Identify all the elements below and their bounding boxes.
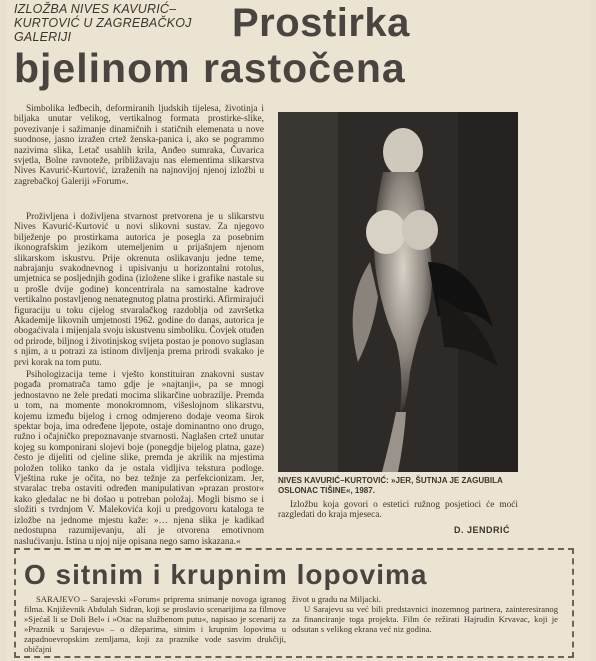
boxed-article-column-1 (24, 594, 286, 654)
article-paragraph-3 (14, 370, 264, 547)
headline-line-1: Prostirka (232, 1, 410, 45)
closing-text: Izložbu koja govori o estetici ružnog posjetioci će moći razgledati do kraja mjeseca. (278, 500, 518, 521)
photo-caption: NIVES KAVURIĆ–KURTOVIĆ: »JER, ŠUTNJA JE ZAGUBILA OSLONAC TIŠINE«, 1987. (278, 476, 503, 495)
headline-line-2: bjelinom rastočena (14, 45, 406, 91)
paragraph-text: Proživljena i doživljena stvarnost pretvorena je u slikarstvu Nives Kavurić-Kurtović u novi slikovni sustav. Za njegovo bilježenje po prostirkama autorica je posegla za posebnim ikonografskim jezikom utemeljenim u prijašnjem njenom slikarskom iskustvu. Prije okrenuta oslikavanju jedne teme, nabrajanju svakodnevnog i upisivanju u horizontalni rotolus, umjetnica se posljednjih godina (izložene slike i grafike nastale su u prošle dvije godine) koncentrirala na samostalne kadrove vertikalno postavljenog nenategnutog platna prostirki. Afirmirajući figuraciju u toku cijelog stvaralačkog razdoblja od završetka Akademije likovnih umjetnosti 1962. godine do danas, autorica je obogaćivala i mijenjala svoju iskustvenu simboliku. Čovjek otuđen od prirode, biljnog i životinjskog svijeta postao je ponovo suglasan s njim, a u potrazi za istinom divljenja prema prirodi svakako je prvi korak na tom putu. (14, 212, 264, 368)
article-author: D. JENDRIĆ (454, 525, 511, 535)
artwork-photo (278, 112, 518, 472)
paragraph-text: Simbolika leđbecih, deformiranih ljudskih tijelesa, životinja i biljaka unutar velikog, vertikalnog formata prostirke-slike, povezivanje i sažimanje dinamičnih i statičnih elemenata u nove suodnose, jasno izražen crtež ženska-panica i, ako se pogrammo nazivima slika, Letač usahlih krila, Anđeo sumraka, Čuvarica svjetla, Bolne ravnoteže, približavaju nas elementima slikarstva Nives Kavurić-Kurtović, izraženih na najnovijoj njenoj izložbi u zagrebačkoj Galeriji »Forum«. (14, 104, 264, 187)
article-kicker: IZLOŽBA NIVES KAVURIĆ–KURTOVIĆ U ZAGREBAČKOJ GALERIJI (14, 2, 192, 44)
boxed-text-continuation: život u gradu na Miljacki. (292, 594, 382, 604)
boxed-article-title: O sitnim i krupnim lopovima (24, 559, 428, 590)
article-paragraph-1 (14, 104, 264, 187)
article-closing (278, 500, 518, 521)
artwork-figure-illustration (278, 112, 518, 472)
boxed-article-column-2 (292, 594, 558, 634)
article-paragraph-2 (14, 212, 264, 368)
paragraph-text: Psihologizacija teme i vješto konstituiran znakovni sustav pogađa promatrača tamo gdje je »najtanji«, pa se mnogi jednostavno ne žele predati mocima slikarčine uobrazilje. Premda u tom, na momente monokromnom, višeslojnom slikarstvu, kojemu između bijelog i crnog odmjereno dodaje veoma širok spektar boja, ima određene ljepote, ostaje dominantno ono drugo, ružno i očajničko prepoznavanje stvarnosti. Naglašen crtež unutar kojeg su komponirani slojevi boje (ponegdje bijelog platna, gaze) često je dijeliti od cjeline slike, premda je akrilik na mjestima položen toliko tanko da je ostala vidljiva tekstura podloge. Vještina ruke je očita, no bez težnje za perfekcionizam. Jer, stvaralac treba ostaviti određen manipulativan »prazan prostor« kako gledalac ne bi došao u potreban položaj. Mogli bismo se i složiti s tvrdnjom V. Malekovića koji u predgovoru kataloga te izložbe na jednome mjestu kaže: »… njena slika je kadikad nedostupna razumijevanju, ali je otvorena emotivnom naslućivanju. Istina u njoj nije opisana nego samo iskazana.« (14, 370, 264, 547)
boxed-text: SARAJEVO – Sarajevski »Forum« priprema snimanje novoga igranog filma. Književnik Abdulah Sidran, koji se proslavio scenarijima za filmove »Sjećaš li se Doli Bel« i »Otac na službenom putu«, napisao je scenarij za »Praznik u Sarajevu« – o džeparima, sitnim i krupnim lopovima u zapadnoevropskim zemljama, koji za praznike vode sasvim drukčiji, običajni (24, 594, 286, 654)
boxed-text: U Sarajevu su već bili predstavnici inozemnog partnera, zainteresiranog za financiranje toga projekta. Film će režirati Hajrudin Krvavac, koji je odsutan s velikog ekrana već niz godina. (292, 604, 558, 634)
